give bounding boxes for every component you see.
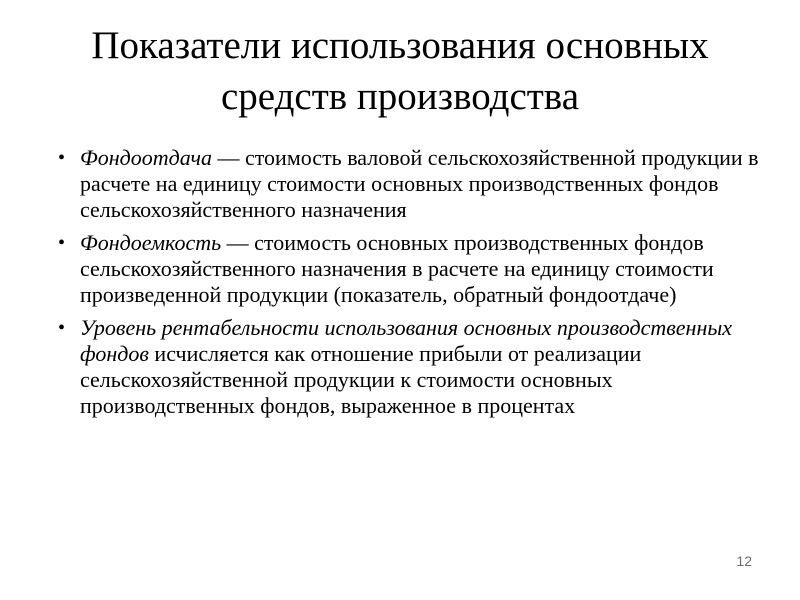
slide-title: Показатели использования основных средств производства — [91, 24, 709, 118]
bullet-term: Фондоемкость — [80, 230, 222, 255]
bullet-marker: • — [58, 317, 66, 339]
bullet-item — [58, 315, 763, 419]
bullet-text: — стоимость основных производственных фондов сельскохозяйственного назначения в расчете на единицу стоимости произведенной продукции (показатель, обратный фондоотдаче) — [80, 230, 714, 307]
bullet-marker: • — [58, 147, 66, 169]
bullet-marker: • — [58, 232, 66, 254]
bullet-item — [58, 230, 763, 308]
bullet-text: исчисляется как отношение прибыли от реализации сельскохозяйственной продукции к стоимости основных производственных фондов, выраженное в процентах — [80, 341, 642, 418]
bullet-term: Фондоотдача — [80, 145, 212, 170]
bullet-term: Уровень рентабельности использования основных производственных фондов — [80, 315, 733, 366]
bullet-item — [58, 145, 763, 223]
bullet-list — [58, 145, 763, 426]
page-number: 12 — [736, 553, 752, 569]
bullet-text: — стоимость валовой сельскохозяйственной продукции в расчете на единицу стоимости основных производственных фондов сельскохозяйственного назначения — [80, 145, 759, 222]
